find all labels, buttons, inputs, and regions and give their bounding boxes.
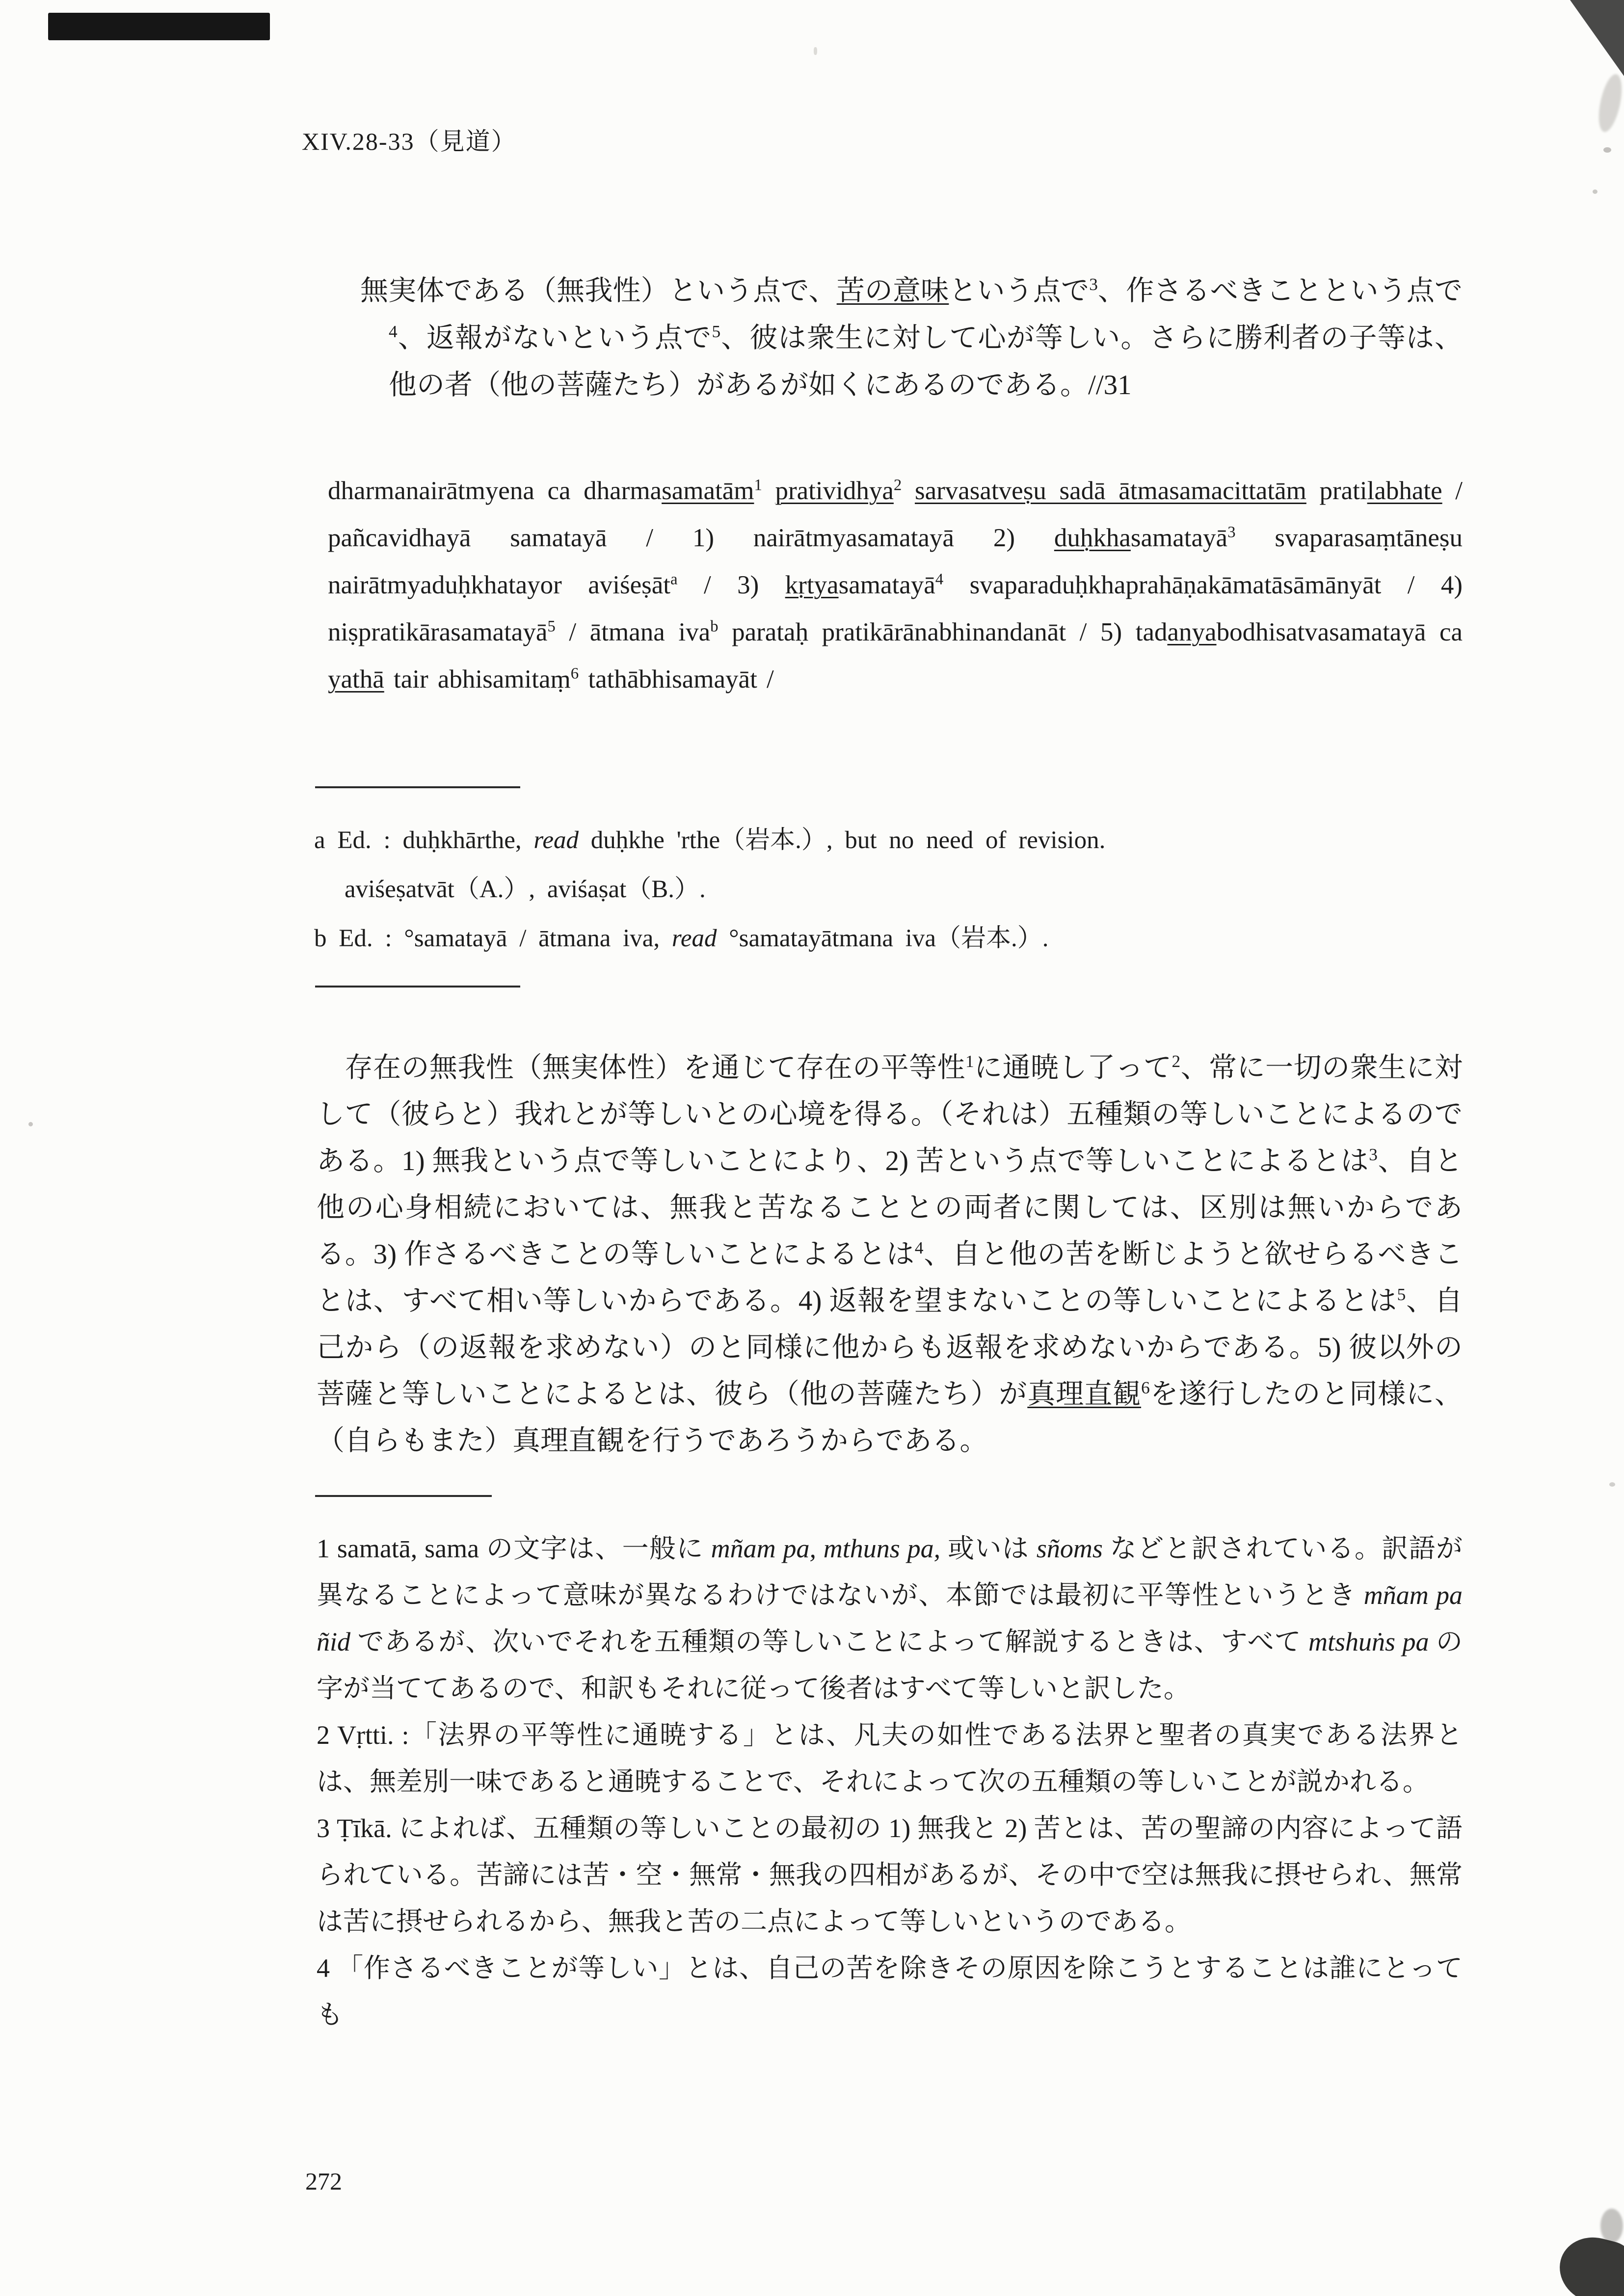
verse-translation-paragraph: 無実体である（無我性）という点で、苦の意味という点で$^3$、作さるべきことという点で$^4$、返報がないという点で$^5$、彼は衆生に対して心が等しい。さらに勝利者の子等は、他の者（他の菩薩たち）があるが如くにあるのである。//31 (360, 275, 1463, 400)
section-header: XIV.28-33（見道） (302, 128, 517, 155)
scan-artifact-bottom-right-smudge (1600, 2209, 1623, 2243)
scan-artifact-speck (1593, 189, 1597, 194)
apparatus-note-a-line-1: a Ed. : duḥkhārthe, read duḥkhe 'rthe（岩本.）, but no need of revision. (314, 827, 1106, 854)
scan-artifact-bottom-right-corner (1552, 2230, 1624, 2296)
separator-rule-top (315, 786, 520, 788)
scan-artifact-top-left-bar (48, 13, 270, 40)
critical-apparatus (314, 816, 1463, 963)
scan-artifact-speck (28, 1122, 33, 1126)
footnotes-block (317, 1525, 1463, 2038)
footnote-2: 2 Vṛtti. :「法界の平等性に通暁する」とは、凡夫の如性である法界と聖者の真実である法界とは、無差別一味であると通暁することで、それによって次の五種類の等しいことが説かれる。 (317, 1720, 1463, 1796)
footnote-1: 1 samatā, sama の文字は、一般に mñam pa, mthuns pa, 或いは sñoms などと訳されている。訳語が異なることによって意味が異なるわけではないが、本節では最初に平等性というとき mñam pa ñid であるが、次いでそれを五種類の等しいことによって解説するときは、すべて mtshuṅs pa の字が当ててあるので、和訳もそれに従って後者はすべて等しいと訳した。 (317, 1534, 1463, 1703)
footnote-separator-rule (315, 1495, 492, 1497)
page-number: 272 (305, 2167, 342, 2195)
scan-artifact-speck (1609, 1482, 1615, 1487)
separator-rule-bottom (315, 986, 520, 988)
scan-artifact-speck (1603, 147, 1611, 153)
scan-artifact-top-right-smudge (1595, 72, 1624, 134)
scan-artifact-speck (814, 47, 817, 55)
apparatus-note-a-line-2: aviśeṣatvāt（A.）, aviśaṣat（B.）. (345, 876, 706, 903)
sanskrit-text-paragraph: dharmanairātmyena ca dharmasamatām$^1$ pratividhya$^2$ sarvasatveṣu sadā ātmasamacittatām pratilabhate / pañcavidhayā samatayā / 1) nairātmyasamatayā 2) duḥkhasamatayā$^3$ svaparasaṃtāneṣu nairātmyaduḥkhatayor aviśeṣāt$^a$ / 3) kṛtyasamatayā$^4$ svaparaduḥkhaprahāṇakāmatāsāmānyāt / 4) niṣpratikārasamatayā$^5$ / ātmana iva$^b$ parataḥ pratikārānabhinandanāt / 5) tadanyabodhisatvasamatayā ca yathā tair abhisamitaṃ$^6$ tathābhisamayāt / (328, 476, 1463, 694)
footnote-3: 3 Ṭīkā. によれば、五種類の等しいことの最初の 1) 無我と 2) 苦とは、苦の聖諦の内容によって語られている。苦諦には苦・空・無常・無我の四相があるが、その中で空は無我に摂せられ、無常は苦に摂せられるから、無我と苦の二点によって等しいというのである。 (317, 1814, 1463, 1936)
scan-artifact-top-right-corner (1563, 0, 1624, 76)
apparatus-note-b: b Ed. : °samatayā / ātmana iva, read °samatayātmana iva（岩本.）. (314, 925, 1049, 952)
footnote-4: 4 「作さるべきことが等しい」とは、自己の苦を除きその原因を除こうとすることは誰にとっても (317, 1953, 1463, 2029)
commentary-paragraph: 存在の無我性（無実体性）を通じて存在の平等性$^1$に通暁し了って$^2$、常に一切の衆生に対して（彼らと）我れとが等しいとの心境を得る。（それは）五種類の等しいことによるのである。1) 無我という点で等しいことにより、2) 苦という点で等しいことによるとは$^3$、自と他の心身相続においては、無我と苦なることとの両者に関しては、区別は無いからである。3) 作さるべきことの等しいことによるとは$^4$、自と他の苦を断じようと欲せらるべきことは、すべて相い等しいからである。4) 返報を望まないことの等しいことによるとは$^5$、自己から（の返報を求めない）のと同様に他からも返報を求めないからである。5) 彼以外の菩薩と等しいことによるとは、彼ら（他の菩薩たち）が真理直観$^6$を遂行したのと同様に、（自らもまた）真理直観を行うであろうからである。 (317, 1052, 1463, 1456)
